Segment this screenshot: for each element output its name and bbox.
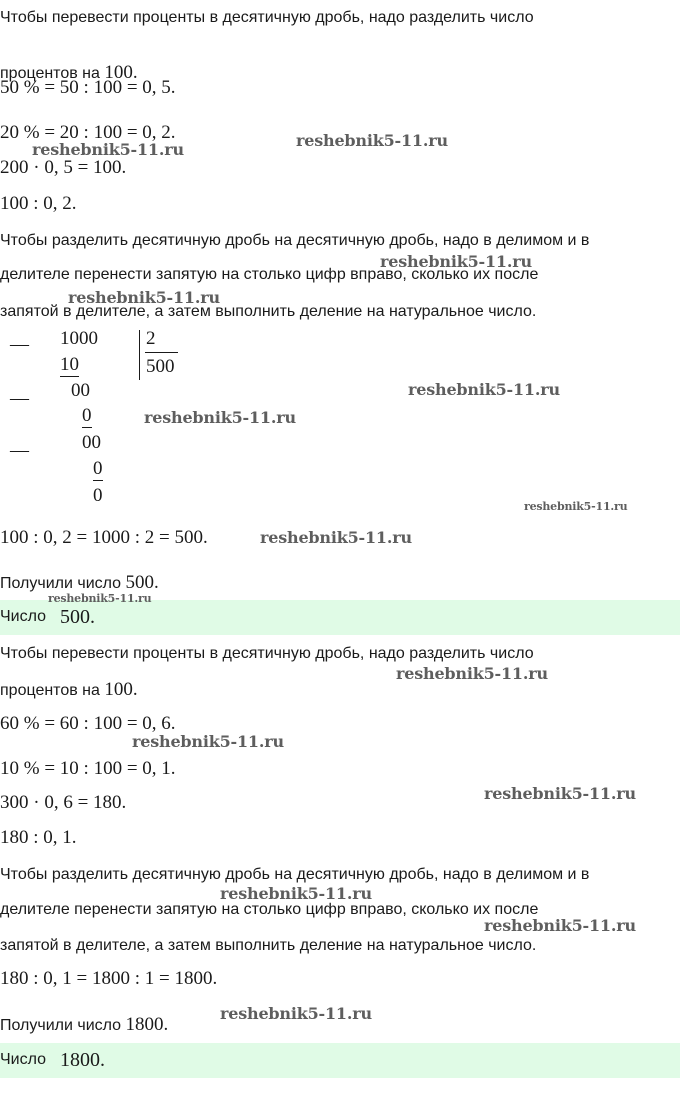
result-line-b: Получили число 1800. bbox=[0, 1014, 169, 1035]
rule-division-line-1b: Чтобы разделить десятичную дробь на десятичную дробь, надо в делимом и в bbox=[0, 866, 590, 883]
rule-percent-line-1: Чтобы перевести проценты в десятичную дробь, надо разделить число bbox=[0, 9, 534, 26]
answer-value: 500. bbox=[60, 606, 95, 628]
remainder-2: 00 bbox=[82, 432, 101, 453]
equation-division-b: 180 : 0, 1. bbox=[0, 827, 77, 848]
watermark: reshebnik5-11.ru bbox=[524, 500, 628, 513]
equation-percent-1: 50 % = 50 : 100 = 0, 5. bbox=[0, 77, 176, 98]
answer-label: Число bbox=[0, 608, 47, 625]
minus-sign-1: — bbox=[10, 334, 29, 355]
answer-box-1 bbox=[0, 600, 680, 635]
watermark: reshebnik5-11.ru bbox=[260, 528, 412, 547]
watermark: reshebnik5-11.ru bbox=[48, 592, 152, 605]
watermark: reshebnik5-11.ru bbox=[32, 140, 184, 159]
rule-percent-line-2b: процентов на 100. bbox=[0, 679, 138, 700]
equation-percent-1b: 60 % = 60 : 100 = 0, 6. bbox=[0, 713, 176, 734]
subtrahend-2: 0 bbox=[82, 405, 92, 426]
equation-product: 200 · 0, 5 = 100. bbox=[0, 157, 127, 178]
watermark: reshebnik5-11.ru bbox=[296, 131, 448, 150]
rule-division-line-1: Чтобы разделить десятичную дробь на десятичную дробь, надо в делимом и в bbox=[0, 232, 590, 249]
watermark: reshebnik5-11.ru bbox=[396, 664, 548, 683]
divisor: 2 bbox=[146, 328, 156, 349]
rule-percent-line-2: процентов на 100. bbox=[0, 62, 138, 83]
minus-sign-3: — bbox=[10, 440, 29, 461]
subtrahend-3: 0 bbox=[93, 458, 103, 479]
rule-division-line-3: запятой в делителе, а затем выполнить деление на натуральное число. bbox=[0, 303, 537, 320]
watermark: reshebnik5-11.ru bbox=[408, 380, 560, 399]
final-remainder: 0 bbox=[93, 485, 103, 506]
watermark: reshebnik5-11.ru bbox=[484, 784, 636, 803]
division-vertical-line bbox=[139, 330, 140, 380]
watermark: reshebnik5-11.ru bbox=[484, 916, 636, 935]
answer-label-b: Число bbox=[0, 1051, 47, 1068]
minus-sign-2: — bbox=[10, 388, 29, 409]
watermark: reshebnik5-11.ru bbox=[132, 732, 284, 751]
watermark: reshebnik5-11.ru bbox=[144, 408, 296, 427]
equation-percent-2b: 10 % = 10 : 100 = 0, 1. bbox=[0, 758, 176, 779]
answer-box-2 bbox=[0, 1043, 680, 1078]
subtrahend-1: 10 bbox=[60, 354, 79, 375]
equation-final-b: 180 : 0, 1 = 1800 : 1 = 1800. bbox=[0, 968, 218, 989]
rule-division-line-2b: делителе перенести запятую на столько цифр вправо, сколько их после bbox=[0, 901, 539, 918]
result-line: Получили число 500. bbox=[0, 572, 159, 593]
watermark: reshebnik5-11.ru bbox=[68, 288, 220, 307]
rule-percent-line-1b: Чтобы перевести проценты в десятичную дробь, надо разделить число bbox=[0, 645, 534, 662]
rule-division-line-2: делителе перенести запятую на столько цифр вправо, сколько их после bbox=[0, 266, 539, 283]
dividend: 1000 bbox=[60, 328, 98, 349]
answer-value-b: 1800. bbox=[60, 1049, 105, 1071]
equation-percent-2: 20 % = 20 : 100 = 0, 2. bbox=[0, 122, 176, 143]
watermark: reshebnik5-11.ru bbox=[220, 884, 372, 903]
equation-division: 100 : 0, 2. bbox=[0, 193, 77, 214]
remainder-1: 00 bbox=[71, 380, 90, 401]
division-horizontal-line bbox=[145, 352, 178, 353]
equation-product-b: 300 · 0, 6 = 180. bbox=[0, 792, 127, 813]
equation-final: 100 : 0, 2 = 1000 : 2 = 500. bbox=[0, 527, 208, 548]
watermark: reshebnik5-11.ru bbox=[220, 1004, 372, 1023]
quotient: 500 bbox=[146, 356, 175, 377]
watermark: reshebnik5-11.ru bbox=[380, 252, 532, 271]
rule-division-line-3b: запятой в делителе, а затем выполнить деление на натуральное число. bbox=[0, 937, 537, 954]
